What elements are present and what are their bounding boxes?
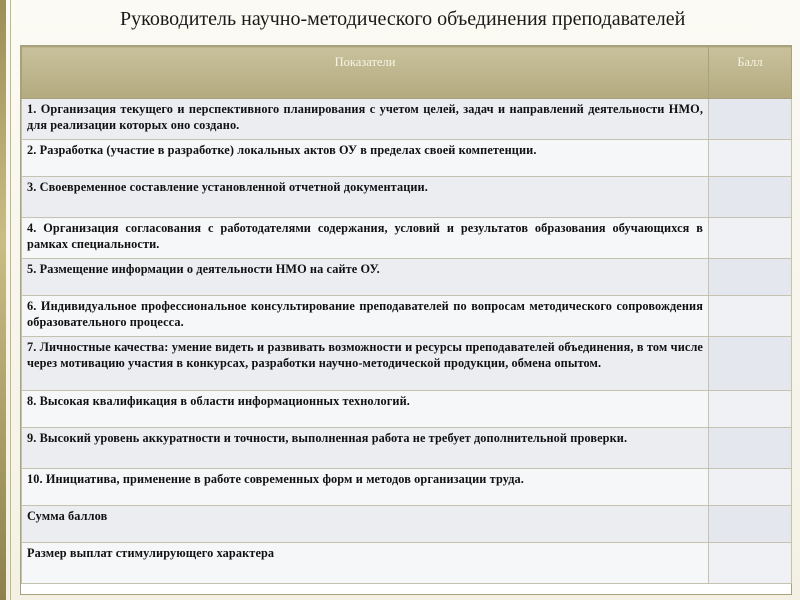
score-cell[interactable]: [709, 337, 792, 391]
score-cell[interactable]: [709, 218, 792, 259]
table-row: [22, 469, 792, 506]
table-row: [22, 391, 792, 428]
criterion-cell: 1. Организация текущего и перспективного планирования с учетом целей, задач и направлений деятельности НМО, для реализации которых оно создано.: [22, 99, 709, 140]
total-label-cell: Сумма баллов: [22, 506, 709, 543]
criterion-cell: 6. Индивидуальное профессиональное консультирование преподавателей по вопросам методического сопровождения образовательного процесса.: [22, 296, 709, 337]
table-row: [22, 337, 792, 391]
score-cell[interactable]: [709, 428, 792, 469]
criterion-cell: 9. Высокий уровень аккуратности и точности, выполненная работа не требует дополнительной проверки.: [22, 428, 709, 469]
total-score-cell[interactable]: [709, 506, 792, 543]
payment-score-cell[interactable]: [709, 543, 792, 584]
table-row: [22, 218, 792, 259]
score-cell[interactable]: [709, 259, 792, 296]
score-cell[interactable]: [709, 140, 792, 177]
table-row: [22, 140, 792, 177]
score-cell[interactable]: [709, 177, 792, 218]
slide-frame-line: [10, 0, 11, 600]
table-header-row: [22, 47, 792, 99]
slide-title: Руководитель научно-методического объединения преподавателей: [120, 8, 686, 30]
criterion-cell: 7. Личностные качества: умение видеть и развивать возможности и ресурсы преподавателей объединения, в том числе через мотивацию участия в конкурсах, разработки научно-методической продукции, обмена опытом.: [22, 337, 709, 391]
table-row-payment: [22, 543, 792, 584]
criterion-cell: 2. Разработка (участие в разработке) локальных актов ОУ в пределах своей компетенции.: [22, 140, 709, 177]
header-criteria: Показатели: [22, 47, 709, 99]
table-row: [22, 296, 792, 337]
table-row: [22, 428, 792, 469]
criteria-table-container: [20, 45, 792, 595]
criterion-cell: 3. Своевременное составление установленной отчетной документации.: [22, 177, 709, 218]
table-row: [22, 259, 792, 296]
table-row: [22, 177, 792, 218]
criteria-table: [21, 46, 792, 584]
score-cell[interactable]: [709, 99, 792, 140]
criterion-cell: 4. Организация согласования с работодателями содержания, условий и результатов образования обучающихся в рамках специальности.: [22, 218, 709, 259]
score-cell[interactable]: [709, 391, 792, 428]
table-row-total: [22, 506, 792, 543]
score-cell[interactable]: [709, 296, 792, 337]
table-row: [22, 99, 792, 140]
slide-left-accent-bar: [0, 0, 6, 600]
criterion-cell: 5. Размещение информации о деятельности НМО на сайте ОУ.: [22, 259, 709, 296]
criterion-cell: 8. Высокая квалификация в области информационных технологий.: [22, 391, 709, 428]
header-score: Балл: [709, 47, 792, 99]
score-cell[interactable]: [709, 469, 792, 506]
payment-label-cell: Размер выплат стимулирующего характера: [22, 543, 709, 584]
criterion-cell: 10. Инициатива, применение в работе современных форм и методов организации труда.: [22, 469, 709, 506]
